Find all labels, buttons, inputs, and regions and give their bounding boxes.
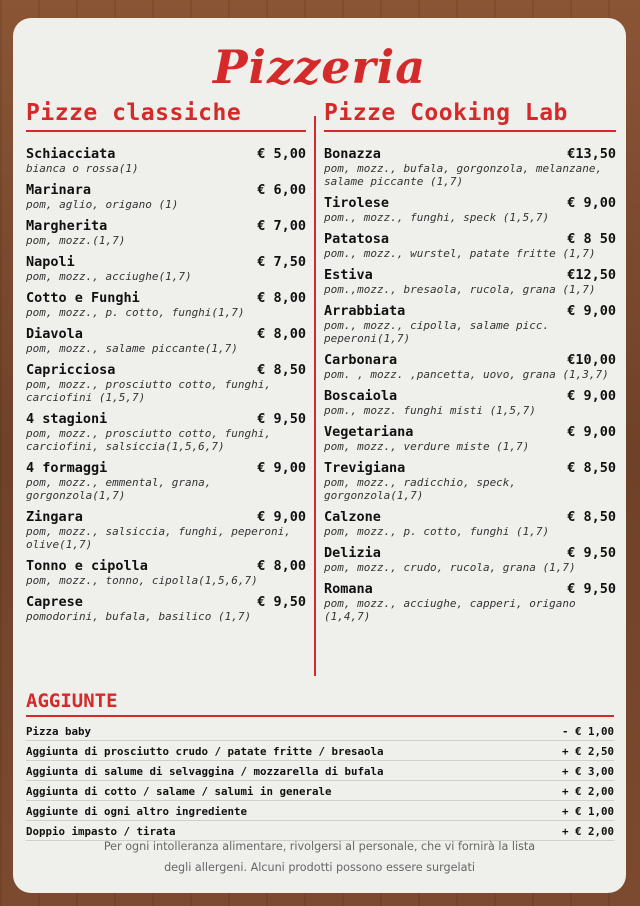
menu-item-row <box>26 594 306 610</box>
menu-item <box>324 581 616 623</box>
menu-item-row <box>324 231 616 247</box>
menu-item-name: Trevigiana <box>324 460 406 476</box>
menu-item-name: Arrabbiata <box>324 303 406 319</box>
allergen-note-line: degli allergeni. Alcuni prodotti possono essere surgelati <box>164 861 475 874</box>
menu-item-price: € 8,50 <box>567 460 616 476</box>
menu-item-row <box>324 352 616 368</box>
menu-item-row <box>324 195 616 211</box>
menu-item <box>26 182 306 211</box>
menu-item <box>26 509 306 551</box>
menu-item-name: Zingara <box>26 509 83 525</box>
menu-item-name: Cotto e Funghi <box>26 290 140 306</box>
menu-item-row <box>26 411 306 427</box>
menu-item-description: pom, mozz., salsiccia, funghi, peperoni, olive(1,7) <box>26 525 291 551</box>
extra-price: + € 3,00 <box>561 764 614 778</box>
menu-item-price: €13,50 <box>567 146 616 162</box>
menu-item-description: pom, mozz., verdure miste (1,7) <box>324 440 530 453</box>
menu-item-description: pom, mozz., crudo, rucola, grana (1,7) <box>324 561 576 574</box>
extra-label: Aggiunta di cotto / salame / salumi in generale <box>26 784 332 798</box>
menu-sheet <box>13 18 626 893</box>
column-divider <box>314 116 316 676</box>
menu-item-price: € 8,00 <box>257 290 306 306</box>
menu-item-name: Tirolese <box>324 195 390 211</box>
extra-label: Aggiunte di ogni altro ingrediente <box>26 804 248 818</box>
extra-price: + € 1,00 <box>561 804 614 818</box>
menu-item-row <box>324 545 616 561</box>
extra-price: + € 2,00 <box>561 824 614 838</box>
classic-column <box>26 100 306 630</box>
menu-item-row <box>324 388 616 404</box>
menu-item-description: pom, mozz., radicchio, speck, gorgonzola(1,7) <box>324 476 517 502</box>
menu-item-row <box>26 146 306 162</box>
classic-list <box>26 146 306 623</box>
menu-item-description: pom, mozz., tonno, cipolla(1,5,6,7) <box>26 574 258 587</box>
extras-section <box>26 690 614 841</box>
menu-item-price: € 8,00 <box>257 558 306 574</box>
menu-item-description: pom., mozz., wurstel, patate fritte (1,7) <box>324 247 596 260</box>
menu-item-name: 4 stagioni <box>26 411 108 427</box>
menu-item <box>324 267 616 296</box>
menu-item-price: € 9,50 <box>257 594 306 610</box>
menu-item <box>324 545 616 574</box>
menu-item-description: pom, mozz., prosciutto cotto, funghi, carciofini, salsiccia(1,5,6,7) <box>26 427 272 453</box>
menu-item-price: € 6,00 <box>257 182 306 198</box>
menu-item-name: Carbonara <box>324 352 398 368</box>
menu-item-description: pom, mozz., acciughe(1,7) <box>26 270 192 283</box>
extras-heading: AGGIUNTE <box>26 690 614 717</box>
menu-item-row <box>324 581 616 597</box>
menu-item-row <box>324 267 616 283</box>
menu-item-description: pom, aglio, origano (1) <box>26 198 179 211</box>
menu-item-price: € 9,00 <box>567 424 616 440</box>
menu-item-row <box>26 218 306 234</box>
menu-item-name: Marinara <box>26 182 92 198</box>
menu-item <box>324 460 616 502</box>
extra-price: + € 2,50 <box>561 744 614 758</box>
menu-item-description: pom, mozz., prosciutto cotto, funghi, carciofini (1,5,7) <box>26 378 272 404</box>
menu-item-row <box>26 290 306 306</box>
menu-item-name: 4 formaggi <box>26 460 108 476</box>
extra-price: - € 1,00 <box>561 724 614 738</box>
menu-item-name: Patatosa <box>324 231 390 247</box>
menu-item-name: Schiacciata <box>26 146 116 162</box>
menu-item-name: Vegetariana <box>324 424 414 440</box>
menu-item <box>26 326 306 355</box>
menu-item-price: € 7,00 <box>257 218 306 234</box>
menu-item-row <box>324 303 616 319</box>
menu-item-description: bianca o rossa(1) <box>26 162 139 175</box>
menu-item-row <box>26 254 306 270</box>
menu-item-description: pom. , mozz. ,pancetta, uovo, grana (1,3,7) <box>324 368 609 381</box>
menu-item-price: € 8,50 <box>567 509 616 525</box>
extra-row <box>26 741 614 761</box>
menu-item-name: Calzone <box>324 509 381 525</box>
menu-item-description: pom., mozz., cipolla, salame picc. peperoni(1,7) <box>324 319 550 345</box>
menu-item-row <box>324 509 616 525</box>
extra-price: + € 2,00 <box>561 784 614 798</box>
extra-row <box>26 721 614 741</box>
menu-item-price: € 9,00 <box>567 388 616 404</box>
extra-label: Doppio impasto / tirata <box>26 824 176 838</box>
menu-item-description: pom, mozz.(1,7) <box>26 234 126 247</box>
menu-item-description: pom, mozz., emmental, grana, gorgonzola(1,7) <box>26 476 212 502</box>
extras-list <box>26 721 614 841</box>
menu-item <box>26 460 306 502</box>
menu-item-price: € 5,00 <box>257 146 306 162</box>
menu-item-price: € 7,50 <box>257 254 306 270</box>
menu-item-name: Tonno e cipolla <box>26 558 148 574</box>
menu-item-price: € 8,00 <box>257 326 306 342</box>
extra-row <box>26 781 614 801</box>
menu-item <box>324 195 616 224</box>
menu-item-row <box>26 362 306 378</box>
menu-item-description: pom, mozz., bufala, gorgonzola, melanzane, salame piccante (1,7) <box>324 162 603 188</box>
lab-list <box>324 146 616 623</box>
menu-item <box>324 424 616 453</box>
menu-item-row <box>26 460 306 476</box>
menu-item-description: pom, mozz., acciughe, capperi, origano (1,4,7) <box>324 597 576 623</box>
menu-item-row <box>26 182 306 198</box>
menu-item <box>26 146 306 175</box>
menu-item <box>26 254 306 283</box>
menu-item-price: € 9,50 <box>257 411 306 427</box>
menu-item-price: € 9,50 <box>567 545 616 561</box>
menu-item-name: Estiva <box>324 267 373 283</box>
menu-item-price: € 9,00 <box>567 303 616 319</box>
classic-heading: Pizze classiche <box>26 100 306 132</box>
menu-item-description: pom, mozz., p. cotto, funghi(1,7) <box>26 306 245 319</box>
menu-item <box>324 352 616 381</box>
menu-item-name: Caprese <box>26 594 83 610</box>
menu-item-description: pom.,mozz., bresaola, rucola, grana (1,7) <box>324 283 596 296</box>
menu-title: Pizzeria <box>212 40 427 94</box>
menu-item-price: € 9,00 <box>257 460 306 476</box>
menu-item <box>324 146 616 188</box>
menu-item <box>26 218 306 247</box>
allergen-note <box>33 836 606 878</box>
menu-item-row <box>324 146 616 162</box>
menu-item-price: €12,50 <box>567 267 616 283</box>
menu-item-row <box>324 460 616 476</box>
menu-item <box>26 594 306 623</box>
menu-item-description: pom, mozz., p. cotto, funghi (1,7) <box>324 525 550 538</box>
menu-item-name: Capricciosa <box>26 362 116 378</box>
menu-item-row <box>26 558 306 574</box>
menu-item-row <box>26 509 306 525</box>
menu-item <box>324 388 616 417</box>
menu-item-description: pom., mozz., funghi, speck (1,5,7) <box>324 211 550 224</box>
menu-item-price: € 9,00 <box>567 195 616 211</box>
menu-item-name: Boscaiola <box>324 388 398 404</box>
menu-item-price: € 8,50 <box>257 362 306 378</box>
menu-item-name: Delizia <box>324 545 381 561</box>
menu-item-row <box>324 424 616 440</box>
menu-item-name: Margherita <box>26 218 108 234</box>
menu-item-price: € 9,00 <box>257 509 306 525</box>
menu-item <box>324 303 616 345</box>
menu-item <box>26 290 306 319</box>
menu-item <box>26 411 306 453</box>
menu-item-description: pomodorini, bufala, basilico (1,7) <box>26 610 252 623</box>
menu-item-price: € 9,50 <box>567 581 616 597</box>
menu-item <box>26 362 306 404</box>
extra-row <box>26 761 614 781</box>
menu-item-name: Bonazza <box>324 146 381 162</box>
lab-heading: Pizze Cooking Lab <box>324 100 616 132</box>
menu-item <box>324 231 616 260</box>
extra-label: Aggiunta di salume di selvaggina / mozzarella di bufala <box>26 764 384 778</box>
extra-label: Aggiunta di prosciutto crudo / patate fritte / bresaola <box>26 744 384 758</box>
lab-column <box>324 100 616 630</box>
menu-item-description: pom, mozz., salame piccante(1,7) <box>26 342 238 355</box>
menu-item-description: pom., mozz. funghi misti (1,5,7) <box>324 404 536 417</box>
menu-item <box>26 558 306 587</box>
menu-item-row <box>26 326 306 342</box>
menu-item-name: Diavola <box>26 326 83 342</box>
menu-item-price: € 8 50 <box>567 231 616 247</box>
extra-label: Pizza baby <box>26 724 92 738</box>
extra-row <box>26 801 614 821</box>
allergen-note-line: Per ogni intolleranza alimentare, rivolgersi al personale, che vi fornirà la lista <box>103 840 536 853</box>
menu-item-name: Romana <box>324 581 373 597</box>
menu-item <box>324 509 616 538</box>
menu-item-name: Napoli <box>26 254 75 270</box>
menu-item-price: €10,00 <box>567 352 616 368</box>
